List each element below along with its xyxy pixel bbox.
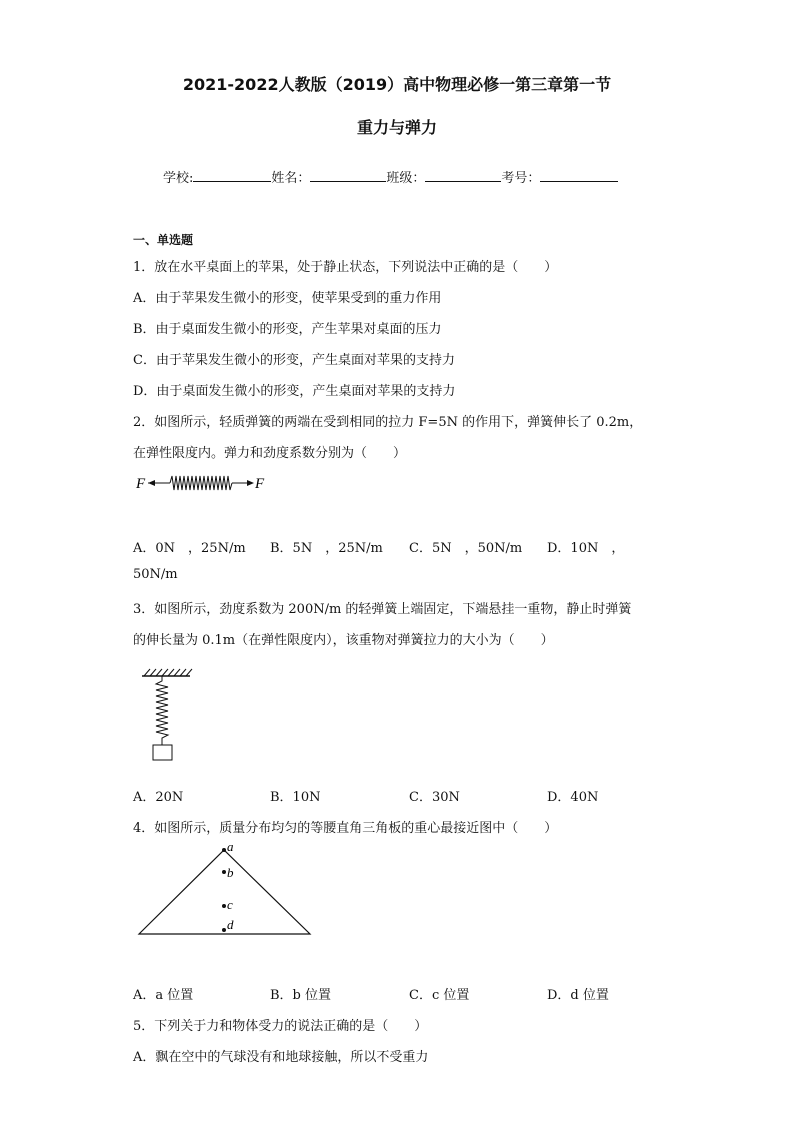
q2-spring-coil [170,476,232,490]
q4-option-d: D．d 位置 [547,988,609,1003]
q2-option-b: B．5N ，25N/m [270,541,383,556]
q3-spring-coil [156,676,168,745]
q4-point-b [222,870,226,874]
q2-option-d: D．10N ， [547,541,625,556]
number-blank [540,169,618,182]
name-blank [310,169,386,182]
school-blank [193,169,271,182]
q4-stem: 4．如图所示，质量分布均匀的等腰直角三角板的重心最接近图中（ ） [133,821,558,836]
q4-point-d [222,928,226,932]
q5-option-a: A．飘在空中的气球没有和地球接触，所以不受重力 [133,1050,429,1065]
number-label: 考号： [501,171,541,186]
q3-stem-line2: 的伸长量为 0.1m（在弹性限度内），该重物对弹簧拉力的大小为（ ） [133,633,554,648]
q3-option-d: D．40N [547,790,599,805]
name-label: 姓名： [271,171,311,186]
q3-ceiling-hatching [144,669,192,676]
q3-option-a: A．20N [133,790,184,805]
q3-stem-line1: 3．如图所示，劲度系数为 200N/m 的轻弹簧上端固定，下端悬挂一重物，静止时弹簧 [133,602,632,617]
q3-weight-block [153,745,172,760]
section-heading: 一、单选题 [133,233,194,247]
q4-label-b: b [227,865,234,880]
q4-label-a: a [227,839,234,854]
school-label: 学校: [163,171,194,186]
q4-label-d: d [227,917,234,932]
q4-option-b: B．b 位置 [270,988,332,1003]
q1-stem: 1．放在水平桌面上的苹果，处于静止状态，下列说法中正确的是（ ） [133,260,558,275]
q1-option-b: B．由于桌面发生微小的形变，产生苹果对桌面的压力 [133,322,442,337]
info-line [163,167,618,186]
q4-triangle-figure [133,838,318,940]
class-blank [425,169,501,182]
q2-spring-figure [133,470,283,498]
q3-option-b: B．10N [270,790,321,805]
q1-option-c: C．由于苹果发生微小的形变，产生桌面对苹果的支持力 [133,353,455,368]
q2-option-c: C．5N ，50N/m [409,541,523,556]
q4-option-a: A．a 位置 [133,988,194,1003]
q4-point-c [222,904,226,908]
q2-left-arrowhead [148,480,155,486]
page-title: 2021-2022人教版（2019）高中物理必修一第三章第一节 [182,75,612,94]
q2-option-d-continued: 50N/m [133,567,178,582]
q2-option-a: A．0N ，25N/m [133,541,246,556]
q1-option-a: A．由于苹果发生微小的形变，使苹果受到的重力作用 [133,291,442,306]
q3-spring-figure [138,662,198,766]
q4-triangle [139,850,310,934]
class-label: 班级： [386,171,426,186]
q4-point-a [222,848,226,852]
q3-option-c: C．30N [409,790,460,805]
q4-option-c: C．c 位置 [409,988,470,1003]
q5-stem: 5．下列关于力和物体受力的说法正确的是（ ） [133,1019,428,1034]
q2-stem-line2: 在弹性限度内。弹力和劲度系数分别为（ ） [133,446,407,461]
page-subtitle: 重力与弹力 [356,118,437,137]
q2-force-left-label: F [136,476,146,492]
q2-right-arrowhead [247,480,254,486]
q4-label-c: c [227,897,233,912]
q1-option-d: D．由于桌面发生微小的形变，产生桌面对苹果的支持力 [133,384,456,399]
q2-stem-line1: 2．如图所示，轻质弹簧的两端在受到相同的拉力 F=5N 的作用下，弹簧伸长了 0.2m， [133,415,643,430]
q2-force-right-label: F [255,476,265,492]
